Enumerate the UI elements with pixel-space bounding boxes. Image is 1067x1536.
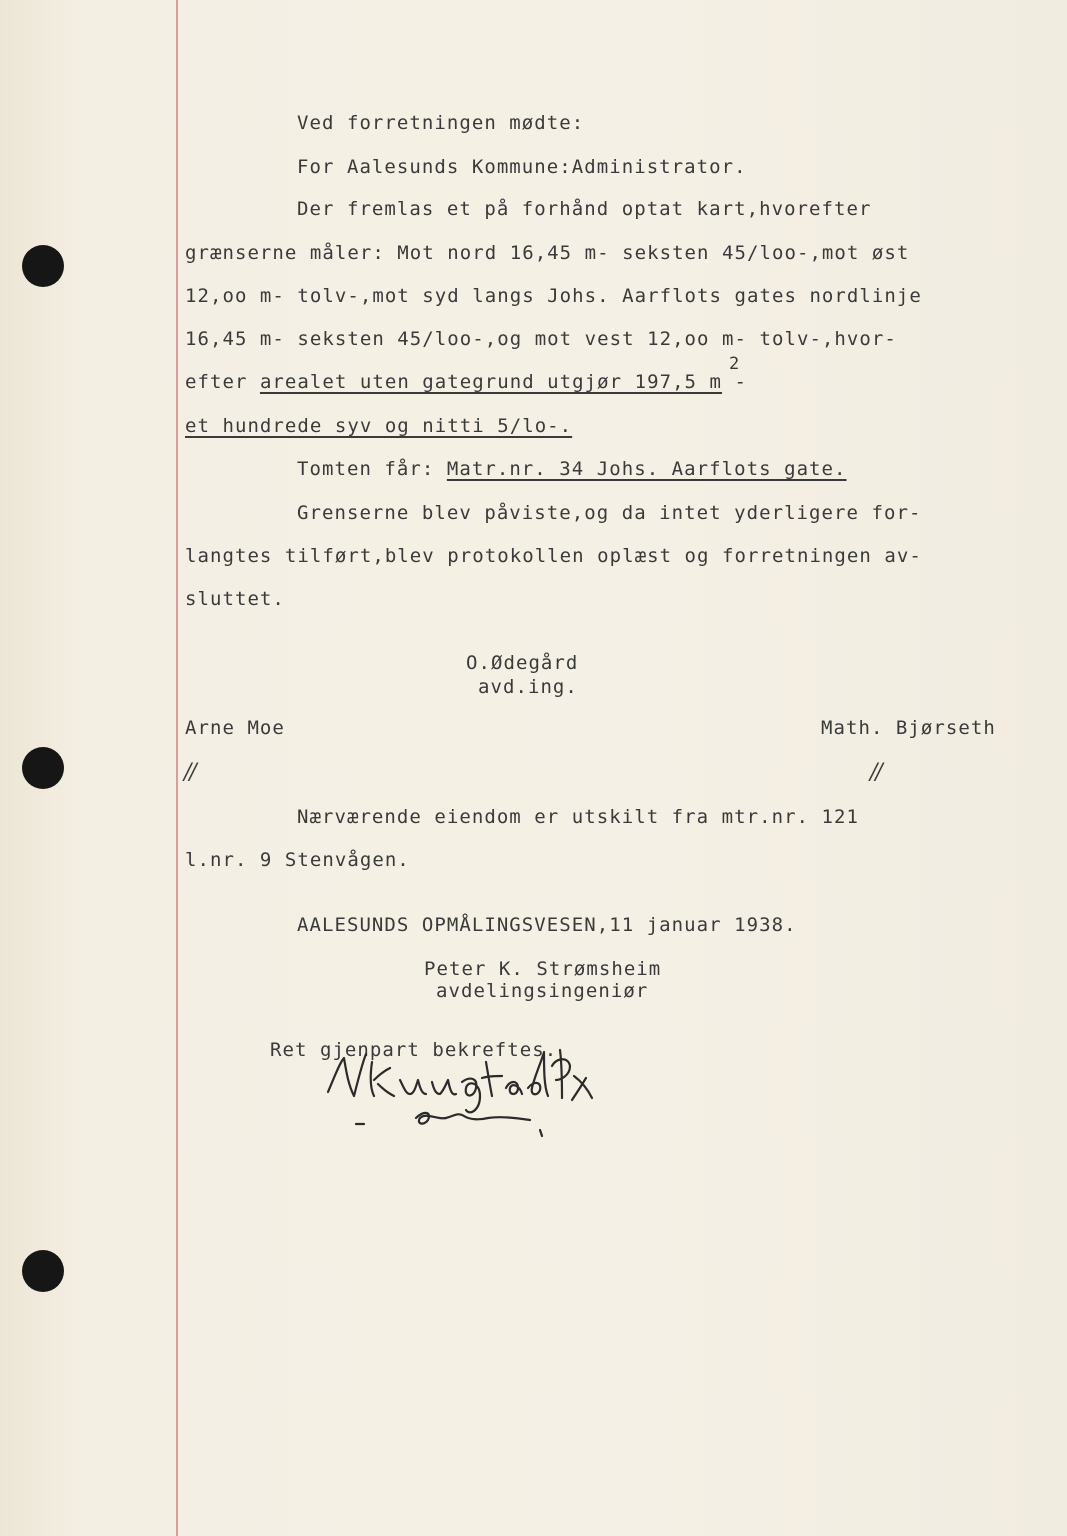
superscript: 2 [729,354,740,374]
text-line: l.nr. 9 Stenvågen. [185,849,410,871]
certification-line: Ret gjenpart bekreftes. [270,1039,558,1061]
engineer-title: avdelingsingeniør [436,980,649,1002]
margin-line [176,0,178,1536]
text-segment: - [722,371,748,393]
engineer-name: Peter K. Strømsheim [424,958,662,980]
text-line: grænserne måler: Mot nord 16,45 m- seksten 45/loo-,mot øst [185,242,910,264]
text-line: Der fremlas et på forhånd optat kart,hvorefter [297,198,872,220]
ditto-mark-right: // [870,760,881,785]
text-line: 12,oo m- tolv-,mot syd langs Johs. Aarflots gates nordlinje [185,285,922,307]
punch-hole [22,747,64,789]
office-date-line: AALESUNDS OPMÅLINGSVESEN,11 januar 1938. [297,914,797,936]
handwritten-signature [320,1040,610,1140]
signatory-name: O.Ødegård [466,652,579,674]
underlined-area: arealet uten gategrund utgjør 197,5 m [259,371,723,393]
underlined-matr: Matr.nr. 34 Johs. Aarflots gate. [446,458,847,480]
text-segment: Tomten får: [297,458,447,480]
witness-left: Arne Moe [185,717,285,739]
underlined-area-words: et hundrede syv og nitti 5/lo-. [185,415,573,437]
text-segment: efter [185,371,260,393]
signatory-title: avd.ing. [478,676,578,698]
text-line: Ved forretningen mødte: [297,112,585,134]
text-line: Nærværende eiendom er utskilt fra mtr.nr. 121 [297,806,860,828]
text-line [185,370,747,394]
text-line: For Aalesunds Kommune:Administrator. [297,156,747,178]
witness-right: Math. Bjørseth [821,717,996,739]
text-line: sluttet. [185,588,285,610]
punch-hole [22,245,64,287]
text-line: langtes tilført,blev protokollen oplæst og forretningen av- [185,545,922,567]
ditto-mark-left: // [184,760,195,785]
text-line: 16,45 m- seksten 45/loo-,og mot vest 12,oo m- tolv-,hvor- [185,328,897,350]
text-line [297,457,847,481]
punch-hole [22,1250,64,1292]
text-line: Grenserne blev påviste,og da intet yderligere for- [297,502,922,524]
